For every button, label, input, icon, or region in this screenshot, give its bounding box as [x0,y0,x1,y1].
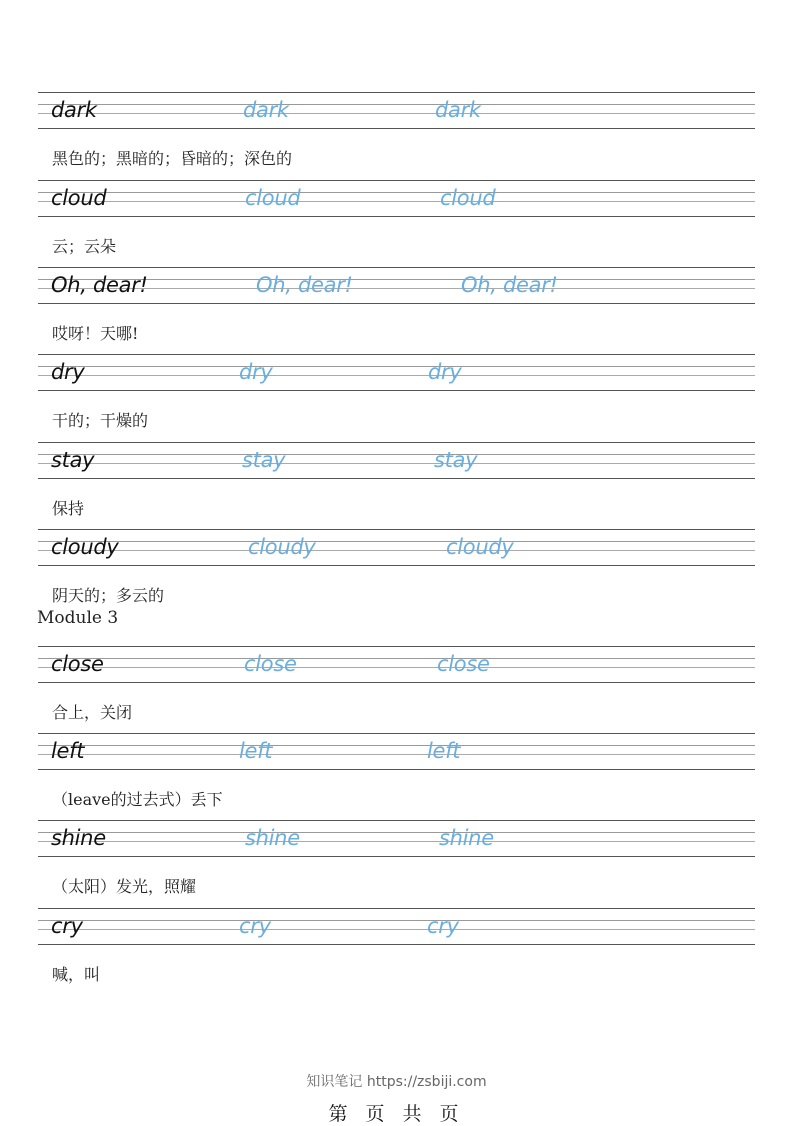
rule-line [38,92,755,93]
trace-word-2: left [427,739,461,763]
trace-word-1: shine [245,826,300,850]
rule-line [38,113,755,114]
rule-line [38,841,755,842]
rule-line [38,201,755,202]
rule-line [38,745,755,746]
vocab-meaning: 保持 [52,499,85,518]
trace-word-2: close [437,652,490,676]
trace-word-2: dry [428,360,462,384]
trace-word-1: cry [239,914,271,938]
footer-page-number: 第 页 共 页 [328,1103,465,1125]
vocab-word: dry [51,360,85,384]
rule-line [38,908,755,909]
rule-line [38,646,755,647]
vocab-entry-left [0,733,793,813]
rule-line [38,354,755,355]
writing-lines [38,180,755,217]
vocab-word: shine [51,826,106,850]
rule-line [38,104,755,105]
vocab-word: dark [51,98,97,122]
rule-line [38,658,755,659]
vocab-word: cloudy [51,535,119,559]
rule-line [38,929,755,930]
rule-line [38,682,755,683]
trace-word-1: cloud [245,186,301,210]
trace-word-2: Oh, dear! [461,273,558,297]
trace-word-2: cloudy [446,535,514,559]
writing-lines [38,733,755,770]
rule-line [38,216,755,217]
vocab-word: stay [51,448,95,472]
trace-word-1: Oh, dear! [256,273,353,297]
writing-lines [38,267,755,304]
rule-line [38,550,755,551]
trace-word-1: left [239,739,273,763]
rule-line [38,180,755,181]
vocab-meaning: 哎呀！天哪! [52,324,139,343]
trace-word-1: dark [243,98,289,122]
trace-word-1: close [244,652,297,676]
rule-line [38,375,755,376]
vocab-word: cloud [51,186,107,210]
rule-line [38,769,755,770]
module-heading: Module 3 [37,608,119,628]
vocab-meaning: 黑色的；黑暗的；昏暗的；深色的 [52,149,293,168]
trace-word-2: dark [435,98,481,122]
vocab-word: cry [51,914,83,938]
rule-line [38,390,755,391]
writing-lines [38,820,755,857]
rule-line [38,541,755,542]
trace-word-2: cloud [440,186,496,210]
rule-line [38,529,755,530]
rule-line [38,565,755,566]
writing-lines [38,908,755,945]
vocab-meaning: 合上，关闭 [52,703,133,722]
rule-line [38,944,755,945]
writing-lines [38,646,755,683]
vocab-meaning: 干的；干燥的 [52,411,149,430]
vocab-entry-cry [0,908,793,988]
rule-line [38,128,755,129]
vocab-word: Oh, dear! [51,273,148,297]
writing-lines [38,442,755,479]
vocab-word: close [51,652,104,676]
vocab-entry-shine [0,820,793,900]
trace-word-2: cry [427,914,459,938]
rule-line [38,463,755,464]
rule-line [38,192,755,193]
writing-lines [38,354,755,391]
rule-line [38,920,755,921]
vocab-meaning: （太阳）发光，照耀 [52,877,197,896]
footer-site-watermark: 知识笔记 https://zsbiji.com [306,1074,487,1090]
vocab-entry-dark [0,92,793,172]
rule-line [38,667,755,668]
vocab-meaning: 喊，叫 [52,965,101,984]
rule-line [38,478,755,479]
trace-word-1: dry [239,360,273,384]
vocab-entry-stay [0,442,793,522]
writing-lines [38,92,755,129]
rule-line [38,754,755,755]
rule-line [38,820,755,821]
vocab-meaning: 云；云朵 [52,237,117,256]
rule-line [38,733,755,734]
rule-line [38,303,755,304]
rule-line [38,832,755,833]
vocab-entry-cloud [0,180,793,260]
vocab-word: left [51,739,85,763]
trace-word-1: cloudy [248,535,316,559]
trace-word-2: stay [434,448,478,472]
trace-word-2: shine [439,826,494,850]
rule-line [38,366,755,367]
rule-line [38,267,755,268]
vocab-entry-close [0,646,793,726]
vocab-meaning: 阴天的；多云的 [52,586,165,605]
vocab-entry-cloudy [0,529,793,609]
rule-line [38,856,755,857]
trace-word-1: stay [242,448,286,472]
writing-lines [38,529,755,566]
vocab-entry-oh-dear [0,267,793,347]
rule-line [38,454,755,455]
rule-line [38,442,755,443]
vocab-entry-dry [0,354,793,434]
vocab-meaning: （leave的过去式）丢下 [52,790,223,809]
